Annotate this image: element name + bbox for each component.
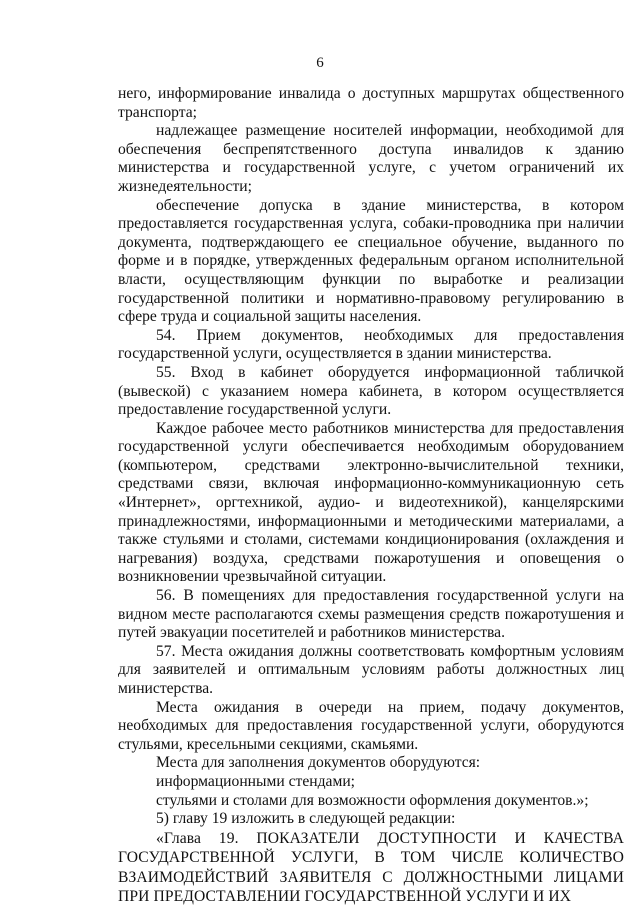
page-number: 6 [316, 55, 324, 71]
paragraph: Каждое рабочее место работников министерства для предоставления государственной услуги обеспечивается необходимым оборудованием (компьютером, средствами электронно-вычислительной техники, средствами связи, включая информационно-коммуникационную сеть «Интернет», оргтехникой, аудио- и видеотехникой), канцелярскими принадлежностями, информационными и методическими материалами, а также стульями и столами, системами кондиционирования (охлаждения и нагревания) воздуха, средствами пожаротушения и оповещения о возникновении чрезвычайной ситуации. [118, 419, 624, 586]
chapter-heading: «Глава 19. ПОКАЗАТЕЛИ ДОСТУПНОСТИ И КАЧЕСТВА ГОСУДАРСТВЕННОЙ УСЛУГИ, В ТОМ ЧИСЛЕ КОЛИЧЕСТВО ВЗАИМОДЕЙСТВИЙ ЗАЯВИТЕЛЯ С ДОЛЖНОСТНЫМИ ЛИЦАМИ ПРИ ПРЕДОСТАВЛЕНИИ ГОСУДАРСТВЕННОЙ УСЛУГИ И ИХ [118, 829, 624, 906]
paragraph: 56. В помещениях для предоставления государственной услуги на видном месте располагаются схемы размещения средств пожаротушения и путей эвакуации посетителей и работников министерства. [118, 587, 624, 642]
paragraph: Места для заполнения документов оборудуются: [156, 754, 481, 772]
paragraph: 5) главу 19 изложить в следующей редакции: [156, 810, 456, 828]
paragraph: 57. Места ожидания должны соответствовать комфортным условиям для заявителей и оптимальным условиям работы должностных лиц министерства. [118, 642, 624, 697]
paragraph: 55. Вход в кабинет оборудуется информационной табличкой (вывеской) с указанием номера кабинета, в котором осуществляется предоставление государственной услуги. [118, 363, 624, 419]
paragraph: 54. Прием документов, необходимых для предоставления государственной услуги, осуществляется в здании министерства. [118, 326, 624, 363]
document-body [118, 85, 624, 907]
paragraph: стульями и столами для возможности оформления документов.»; [156, 791, 589, 809]
paragraph: Места ожидания в очереди на прием, подачу документов, необходимых для предоставления государственной услуги, оборудуются стульями, кресельными секциями, скамьями. [118, 698, 624, 753]
paragraph: обеспечение допуска в здание министерства, в котором предоставляется государственная услуга, собаки-проводника при наличии документа, подтверждающего ее специальное обучение, выданного по форме и в порядке, утвержденных федеральным органом исполнительной власти, осуществляющим функции по выработке и реализации государственной политики и нормативно-правовому регулированию в сфере труда и социальной защиты населения. [118, 196, 624, 326]
paragraph: информационными стендами; [156, 772, 356, 790]
paragraph: надлежащее размещение носителей информации, необходимой для обеспечения беспрепятственного доступа инвалидов к зданию министерства и государственной услуге, с учетом ограничений их жизнедеятельности; [118, 122, 624, 195]
paragraph: него, информирование инвалида о доступных маршрутах общественного транспорта; [118, 85, 624, 121]
